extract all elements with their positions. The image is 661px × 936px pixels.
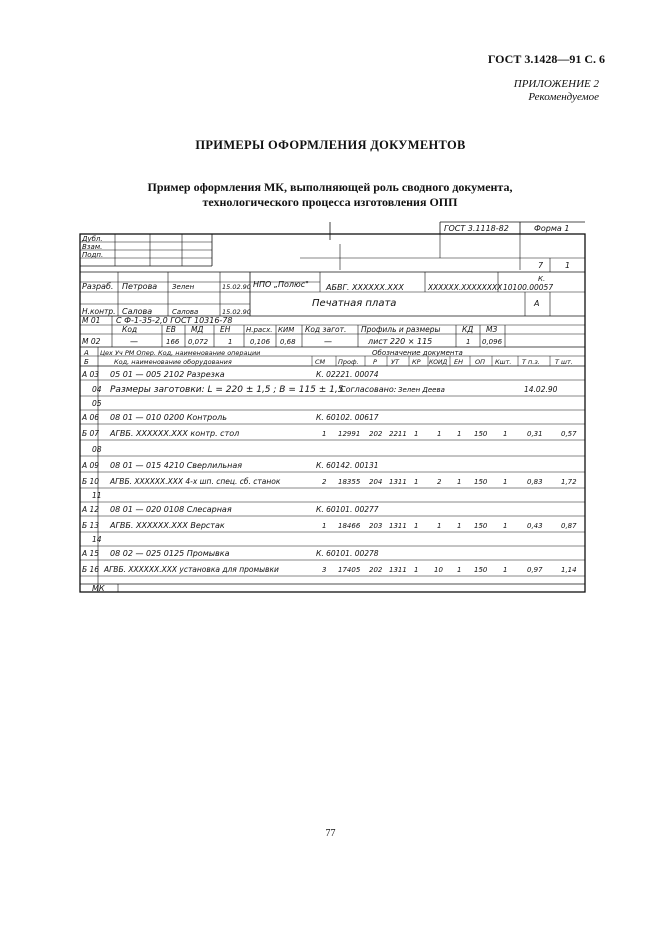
cell: 150 xyxy=(474,522,488,530)
cell: 0,31 xyxy=(527,430,543,438)
row-code: Б 10 xyxy=(82,477,100,486)
m01-header-md: МД xyxy=(191,325,204,334)
nkontr-role: Н.контр. xyxy=(82,307,116,316)
cell: 2211 xyxy=(389,430,407,438)
stub-label-dubl: Дубл. xyxy=(82,235,103,243)
row-operation: 08 01 — 015 4210 Сверлильная xyxy=(110,461,243,470)
row-approval-date: 14.02.90 xyxy=(524,385,558,394)
cell: 1 xyxy=(503,566,508,574)
m01-header-ev: ЕВ xyxy=(166,325,176,334)
m01-header-kod-zagot: Код загот. xyxy=(305,325,347,334)
developer-name: Петрова xyxy=(122,282,158,291)
cell: 1 xyxy=(503,522,508,530)
sheet-number: 1 xyxy=(565,261,571,270)
header-a-columns: Цех Уч РМ Опер. Код, наименование операции xyxy=(100,349,261,357)
m01-header-profile: Профиль и размеры xyxy=(361,325,441,334)
row-code: 14 xyxy=(92,535,102,544)
cell: 10 xyxy=(434,566,443,574)
row-code: Б 16 xyxy=(82,565,100,574)
row-operation: 08 02 — 025 0125 Промывка xyxy=(110,549,230,558)
cell: 1 xyxy=(322,430,327,438)
m01-material: С Ф-1-35-2,0 ГОСТ 10316-78 xyxy=(116,316,233,325)
cell: 1 xyxy=(503,430,508,438)
row-equipment: АГВБ. XXXXXX.XXX Верстак xyxy=(110,521,225,530)
row-code: А 03 xyxy=(82,370,100,379)
m02-kim: 0,68 xyxy=(280,338,296,346)
m02-ev: 166 xyxy=(166,338,180,346)
m01-header-nrash: Н.расх. xyxy=(246,326,273,334)
row-code: Б 07 xyxy=(82,429,100,438)
row-operation: Размеры заготовки: L = 220 ± 1,5 ; B = 115 ± 1,5 xyxy=(110,385,344,395)
row-values xyxy=(322,566,577,574)
m01-header-kd: КД xyxy=(462,325,474,334)
header-b-kpcs: Кшт. xyxy=(495,358,512,366)
form-label: Форма 1 xyxy=(534,224,570,233)
cell: 1 xyxy=(457,478,462,486)
row-code: 08 xyxy=(92,445,102,454)
row-operation: 05 01 — 005 2102 Разрезка xyxy=(110,370,225,379)
header-b-tpcs: Т шт. xyxy=(555,358,573,366)
row-values xyxy=(322,478,577,486)
header-b-marker: Б xyxy=(84,358,89,366)
m02-kod-zagot: — xyxy=(324,337,332,346)
stub-label-vzam: Взам. xyxy=(82,243,103,251)
cell: 1 xyxy=(414,566,419,574)
cell: 203 xyxy=(369,522,383,530)
header-b-tpz: Т п.з. xyxy=(522,358,540,366)
m02-profile: лист 220 × 115 xyxy=(368,337,433,346)
cell: 202 xyxy=(369,430,383,438)
m02-kod: — xyxy=(130,337,138,346)
caption-line-1: Пример оформления МК, выполняющей роль сводного документа, xyxy=(147,180,513,194)
page-number: 77 xyxy=(325,828,336,839)
row-document: К. 60102. 00617 xyxy=(316,413,379,422)
cell: 2 xyxy=(322,478,327,486)
developer-role: Разраб. xyxy=(82,282,114,291)
header-b-en: ЕН xyxy=(454,358,463,366)
product-name: Печатная плата xyxy=(312,298,397,309)
developer-signature: Зелен xyxy=(172,283,195,291)
document-code: ГОСТ 3.1428—91 С. 6 xyxy=(487,52,605,66)
row-document: К. 60101. 00277 xyxy=(316,505,379,514)
sheets-total: 7 xyxy=(538,261,544,270)
m01-code: М 01 xyxy=(82,316,101,325)
header-b-prof: Проф. xyxy=(338,358,359,366)
cell: 18355 xyxy=(338,478,361,486)
m01-header-kod: Код xyxy=(122,325,138,334)
cell: 150 xyxy=(474,430,488,438)
cell: 204 xyxy=(369,478,383,486)
doc-code-2: XXXXXX.XXXXXXXX xyxy=(428,283,503,292)
nkontr-signature: Салова xyxy=(172,308,199,316)
row-equipment: АГВБ. XXXXXX.XXX установка для промывки xyxy=(104,565,279,574)
cell: 0,97 xyxy=(527,566,543,574)
cell: 1 xyxy=(414,478,419,486)
appendix-note: Рекомендуемое xyxy=(528,91,599,103)
cell: 202 xyxy=(369,566,383,574)
cell: 1311 xyxy=(389,522,407,530)
row-operation: 08 01 — 020 0108 Слесарная xyxy=(110,505,232,514)
cell: 1,72 xyxy=(561,478,577,486)
cell: 150 xyxy=(474,566,488,574)
row-code: А 09 xyxy=(82,461,100,470)
row-code: Б 13 xyxy=(82,521,100,530)
doc-number: 10100.00057 xyxy=(503,283,554,292)
caption-line-2: технологического процесса изготовления ОПП xyxy=(202,195,458,209)
standard-label: ГОСТ 3.1118-82 xyxy=(444,224,509,233)
row-values xyxy=(322,522,577,530)
m02-mz: 0,096 xyxy=(482,338,503,346)
cell: 12991 xyxy=(338,430,361,438)
cell: 1 xyxy=(437,522,442,530)
cell: 1 xyxy=(322,522,327,530)
cell: 1,14 xyxy=(561,566,577,574)
m01-header-mz: МЗ xyxy=(486,325,498,334)
row-code: А 12 xyxy=(82,505,100,514)
row-operation: 08 01 — 010 0200 Контроль xyxy=(110,413,227,422)
row-code: А 15 xyxy=(82,549,100,558)
header-a-marker: А xyxy=(84,349,89,357)
cell: 1 xyxy=(414,522,419,530)
stub-label-podp: Подп. xyxy=(82,251,104,259)
litera: А xyxy=(534,299,540,308)
row-code: 04 xyxy=(92,385,102,394)
cell: 17405 xyxy=(338,566,361,574)
cell: 1 xyxy=(414,430,419,438)
cell: 150 xyxy=(474,478,488,486)
cell: 1311 xyxy=(389,478,407,486)
cell: 1 xyxy=(457,430,462,438)
cell: 3 xyxy=(322,566,327,574)
appendix-number: ПРИЛОЖЕНИЕ 2 xyxy=(513,78,599,90)
header-b-koid: КОИД xyxy=(429,359,448,366)
m01-header-kim: КИМ xyxy=(278,326,295,334)
cell: 1 xyxy=(457,566,462,574)
row-equipment: АГВБ. XXXXXX.XXX 4-х шп. спец. сб. станок xyxy=(110,477,281,486)
cell: 1311 xyxy=(389,566,407,574)
row-equipment: АГВБ. XXXXXX.XXX контр. стол xyxy=(110,429,240,438)
cell: 0,57 xyxy=(561,430,577,438)
row-document: Согласовано: xyxy=(340,385,397,394)
developer-date: 15.02.90 xyxy=(222,283,251,291)
cell: 0,83 xyxy=(527,478,543,486)
m02-nrash: 0,106 xyxy=(250,338,271,346)
cell: 1 xyxy=(457,522,462,530)
footer-form-code: МК xyxy=(92,584,105,593)
header-a-document: Обозначение документа xyxy=(372,349,463,357)
row-document: К. 60101. 00278 xyxy=(316,549,379,558)
row-code: 05 xyxy=(92,399,102,408)
m02-code: М 02 xyxy=(82,337,101,346)
row-code: 11 xyxy=(92,491,102,500)
row-code: А 06 xyxy=(82,413,100,422)
header-b-r: Р xyxy=(373,358,377,366)
header-b-kr: КР xyxy=(412,358,421,366)
nkontr-name: Салова xyxy=(122,307,153,316)
m02-md: 0,072 xyxy=(188,338,209,346)
nkontr-date: 15.02.90 xyxy=(222,308,251,316)
header-b-ut: УТ xyxy=(391,358,399,366)
m02-kd: 1 xyxy=(466,338,471,346)
header-b-sm: СМ xyxy=(315,358,326,366)
page-title: ПРИМЕРЫ ОФОРМЛЕНИЯ ДОКУМЕНТОВ xyxy=(195,138,466,152)
cell: 1 xyxy=(437,430,442,438)
cell: 2 xyxy=(437,478,442,486)
row-document: К. 02221. 00074 xyxy=(316,370,379,379)
k-label: К. xyxy=(538,275,546,283)
row-document: К. 60142. 00131 xyxy=(316,461,379,470)
header-b-equipment: Код, наименование оборудования xyxy=(114,358,232,366)
m01-header-en: ЕН xyxy=(220,325,231,334)
cell: 18466 xyxy=(338,522,361,530)
cell: 0,43 xyxy=(527,522,543,530)
cell: 1 xyxy=(503,478,508,486)
organization: НПО „Полюс" xyxy=(253,280,309,289)
header-b-op: ОП xyxy=(475,358,486,366)
row-approval-signatures: Зелен Деева xyxy=(398,386,445,394)
row-values xyxy=(322,430,577,438)
cell: 0,87 xyxy=(561,522,577,530)
doc-code: АБВГ. XXXXXX.XXX xyxy=(326,283,404,292)
m02-en: 1 xyxy=(228,338,233,346)
